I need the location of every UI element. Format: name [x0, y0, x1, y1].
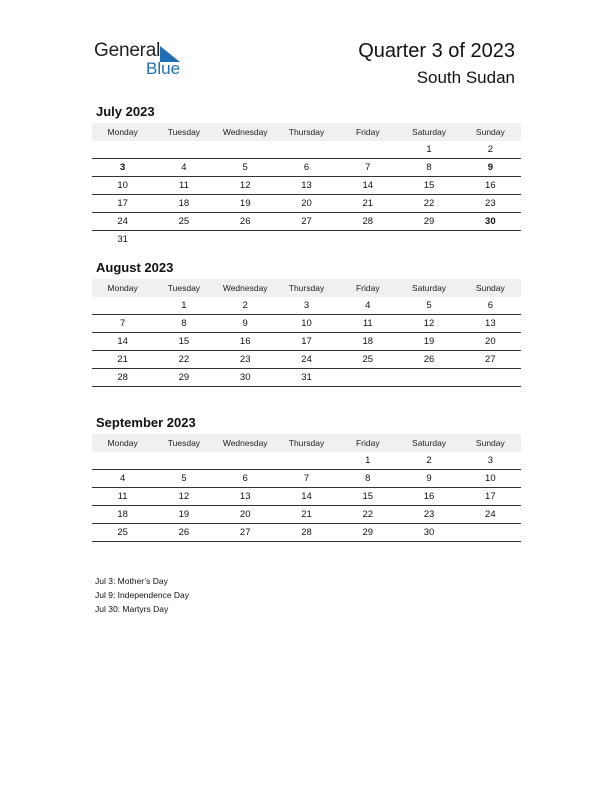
- day-cell: 11: [153, 177, 214, 195]
- country-name: South Sudan: [416, 68, 515, 87]
- day-cell: [337, 141, 398, 159]
- day-cell: [215, 141, 276, 159]
- day-cell: 19: [153, 506, 214, 524]
- day-cell: 7: [92, 315, 153, 333]
- day-cell: [337, 369, 398, 387]
- day-cell: 9: [460, 159, 521, 177]
- day-cell: 25: [337, 351, 398, 369]
- week-row: [92, 506, 521, 524]
- day-cell: [215, 231, 276, 249]
- month-title: August 2023: [96, 260, 174, 275]
- day-cell: 29: [337, 524, 398, 542]
- page-title: Quarter 3 of 2023: [358, 40, 515, 62]
- day-cell: 15: [337, 488, 398, 506]
- day-cell: 1: [153, 297, 214, 315]
- day-cell: 4: [337, 297, 398, 315]
- day-cell: 9: [398, 470, 459, 488]
- day-cell: [276, 231, 337, 249]
- weekday-header: Saturday: [398, 279, 459, 297]
- day-cell: 11: [92, 488, 153, 506]
- day-cell: 31: [276, 369, 337, 387]
- weekday-header: Wednesday: [215, 434, 276, 452]
- day-cell: 7: [276, 470, 337, 488]
- week-row: [92, 213, 521, 231]
- day-cell: [460, 369, 521, 387]
- day-cell: 16: [215, 333, 276, 351]
- day-cell: 16: [460, 177, 521, 195]
- day-cell: 25: [153, 213, 214, 231]
- holiday-notes: [95, 574, 189, 616]
- weekday-header: Monday: [92, 434, 153, 452]
- day-cell: 15: [398, 177, 459, 195]
- week-row: [92, 177, 521, 195]
- day-cell: [276, 452, 337, 470]
- day-cell: 30: [460, 213, 521, 231]
- weekday-header: Thursday: [276, 279, 337, 297]
- day-cell: 19: [398, 333, 459, 351]
- day-cell: 8: [153, 315, 214, 333]
- holiday-note: Jul 9: Independence Day: [95, 590, 190, 600]
- day-cell: 2: [398, 452, 459, 470]
- day-cell: 28: [276, 524, 337, 542]
- weekday-header: Tuesday: [153, 434, 214, 452]
- day-cell: 13: [276, 177, 337, 195]
- month-title: September 2023: [96, 415, 196, 430]
- day-cell: 3: [92, 159, 153, 177]
- holiday-note: Jul 30: Martyrs Day: [95, 604, 169, 614]
- weekday-header: Monday: [92, 123, 153, 141]
- week-row: [92, 333, 521, 351]
- weekday-header: Wednesday: [215, 123, 276, 141]
- weekday-header: Friday: [337, 279, 398, 297]
- logo-blue-text: Blue: [146, 59, 181, 78]
- day-cell: 23: [398, 506, 459, 524]
- day-cell: [153, 231, 214, 249]
- day-cell: [398, 231, 459, 249]
- day-cell: 12: [153, 488, 214, 506]
- weekday-header: Monday: [92, 279, 153, 297]
- weekday-header: Sunday: [460, 434, 521, 452]
- day-cell: 24: [460, 506, 521, 524]
- day-cell: 3: [460, 452, 521, 470]
- day-cell: 27: [276, 213, 337, 231]
- day-cell: [153, 452, 214, 470]
- month-september: [92, 414, 521, 542]
- day-cell: 7: [337, 159, 398, 177]
- week-row: [92, 231, 521, 249]
- day-cell: 5: [398, 297, 459, 315]
- holiday-note: Jul 3: Mother’s Day: [95, 576, 168, 586]
- day-cell: 22: [337, 506, 398, 524]
- day-cell: [460, 231, 521, 249]
- day-cell: 6: [460, 297, 521, 315]
- day-cell: 2: [215, 297, 276, 315]
- day-cell: 13: [460, 315, 521, 333]
- day-cell: 29: [153, 369, 214, 387]
- week-row: [92, 159, 521, 177]
- day-cell: 20: [215, 506, 276, 524]
- day-cell: 4: [92, 470, 153, 488]
- day-cell: [460, 524, 521, 542]
- day-cell: 22: [153, 351, 214, 369]
- weekday-header: Tuesday: [153, 123, 214, 141]
- day-cell: [92, 452, 153, 470]
- week-row: [92, 470, 521, 488]
- day-cell: [92, 297, 153, 315]
- day-cell: 5: [153, 470, 214, 488]
- day-cell: 1: [337, 452, 398, 470]
- day-cell: 23: [460, 195, 521, 213]
- month-august: [92, 259, 521, 387]
- week-row: [92, 452, 521, 470]
- week-row: [92, 315, 521, 333]
- weekday-header: Wednesday: [215, 279, 276, 297]
- day-cell: 30: [398, 524, 459, 542]
- week-row: [92, 297, 521, 315]
- day-cell: 6: [276, 159, 337, 177]
- day-cell: 4: [153, 159, 214, 177]
- day-cell: 27: [460, 351, 521, 369]
- weekday-header: Saturday: [398, 434, 459, 452]
- day-cell: 10: [92, 177, 153, 195]
- day-cell: 19: [215, 195, 276, 213]
- weekday-header: Thursday: [276, 123, 337, 141]
- day-cell: 5: [215, 159, 276, 177]
- day-cell: 14: [276, 488, 337, 506]
- day-cell: 22: [398, 195, 459, 213]
- day-cell: 12: [215, 177, 276, 195]
- day-cell: [153, 141, 214, 159]
- day-cell: 11: [337, 315, 398, 333]
- week-row: [92, 488, 521, 506]
- day-cell: 1: [398, 141, 459, 159]
- day-cell: 31: [117, 234, 128, 245]
- day-cell: [398, 369, 459, 387]
- calendar-table: [92, 123, 521, 248]
- calendar-table: [92, 434, 521, 542]
- day-cell: 17: [92, 195, 153, 213]
- month-july: [92, 103, 521, 248]
- day-cell: 29: [398, 213, 459, 231]
- day-cell: 24: [92, 213, 153, 231]
- day-cell: 28: [92, 369, 153, 387]
- day-cell: 15: [153, 333, 214, 351]
- week-row: [92, 369, 521, 387]
- day-cell: 24: [276, 351, 337, 369]
- week-row: [92, 524, 521, 542]
- logo-general-text: General: [94, 40, 161, 61]
- day-cell: 9: [215, 315, 276, 333]
- calendar-table: [92, 279, 521, 387]
- weekday-header: Saturday: [398, 123, 459, 141]
- day-cell: [215, 452, 276, 470]
- day-cell: [337, 231, 398, 249]
- weekday-header: Tuesday: [153, 279, 214, 297]
- day-cell: 3: [276, 297, 337, 315]
- weekday-header: Friday: [337, 123, 398, 141]
- day-cell: 26: [215, 213, 276, 231]
- day-cell: [276, 141, 337, 159]
- week-row: [92, 351, 521, 369]
- day-cell: 18: [337, 333, 398, 351]
- day-cell: 25: [92, 524, 153, 542]
- day-cell: 14: [337, 177, 398, 195]
- day-cell: [92, 141, 153, 159]
- day-cell: 6: [215, 470, 276, 488]
- day-cell: 27: [215, 524, 276, 542]
- day-cell: 18: [153, 195, 214, 213]
- day-cell: 14: [92, 333, 153, 351]
- day-cell: 21: [276, 506, 337, 524]
- day-cell: 17: [276, 333, 337, 351]
- day-cell: 2: [460, 141, 521, 159]
- weekday-header: Sunday: [460, 123, 521, 141]
- day-cell: 10: [460, 470, 521, 488]
- day-cell: 26: [398, 351, 459, 369]
- day-cell: 20: [276, 195, 337, 213]
- weekday-header: Sunday: [460, 279, 521, 297]
- day-cell: 10: [276, 315, 337, 333]
- weekday-header: Thursday: [276, 434, 337, 452]
- day-cell: 21: [337, 195, 398, 213]
- day-cell: 8: [337, 470, 398, 488]
- day-cell: 8: [398, 159, 459, 177]
- week-row: [92, 141, 521, 159]
- logo: [94, 40, 194, 80]
- week-row: [92, 195, 521, 213]
- day-cell: 12: [398, 315, 459, 333]
- day-cell: 23: [215, 351, 276, 369]
- day-cell: 17: [460, 488, 521, 506]
- weekday-header: Friday: [337, 434, 398, 452]
- day-cell: 21: [92, 351, 153, 369]
- day-cell: 30: [215, 369, 276, 387]
- day-cell: 16: [398, 488, 459, 506]
- day-cell: 28: [337, 213, 398, 231]
- day-cell: 20: [460, 333, 521, 351]
- month-title: July 2023: [96, 104, 155, 119]
- day-cell: 18: [92, 506, 153, 524]
- day-cell: 26: [153, 524, 214, 542]
- day-cell: 13: [215, 488, 276, 506]
